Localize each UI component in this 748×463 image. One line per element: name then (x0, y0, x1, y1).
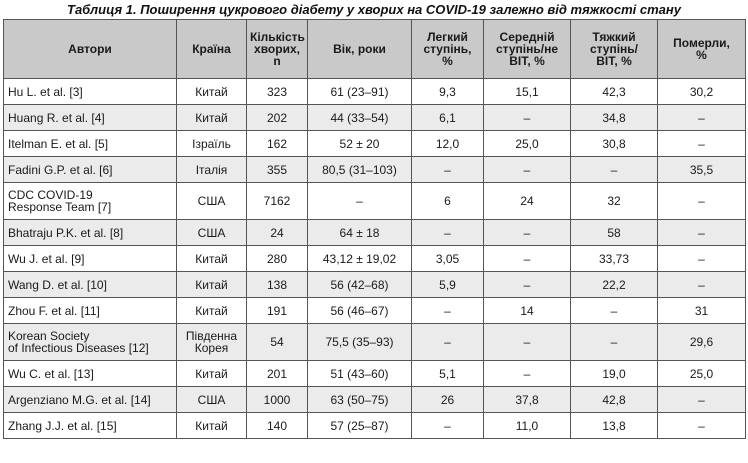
cell-mild: 5,1 (412, 361, 484, 387)
cell-died: – (658, 246, 746, 272)
cell-severe: 30,8 (571, 131, 658, 157)
cell-age: 51 (43–60) (308, 361, 412, 387)
cell-patients: 1000 (247, 387, 308, 413)
cell-author: Korean Society of Infectious Diseases [12] (4, 324, 177, 361)
cell-age: 63 (50–75) (308, 387, 412, 413)
cell-author: Huang R. et al. [4] (4, 105, 177, 131)
cell-died: – (658, 131, 746, 157)
cell-age: 44 (33–54) (308, 105, 412, 131)
cell-severe: 19,0 (571, 361, 658, 387)
cell-moderate: – (484, 105, 571, 131)
cell-country: Китай (177, 361, 247, 387)
header-patients: Кількість хворих, n (247, 20, 308, 79)
cell-country: Італія (177, 157, 247, 183)
cell-moderate: 37,8 (484, 387, 571, 413)
cell-severe: 13,8 (571, 413, 658, 439)
table-row (4, 131, 746, 157)
cell-patients: 191 (247, 298, 308, 324)
cell-mild: – (412, 298, 484, 324)
table-row (4, 105, 746, 131)
table-row (4, 413, 746, 439)
table-caption: Таблиця 1. Поширення цукрового діабету у хворих на COVID-19 залежно від тяжкості стану (67, 2, 681, 17)
cell-mild: – (412, 220, 484, 246)
cell-age: 56 (46–67) (308, 298, 412, 324)
table-row (4, 183, 746, 220)
cell-moderate: 11,0 (484, 413, 571, 439)
cell-country: Китай (177, 246, 247, 272)
cell-moderate: 14 (484, 298, 571, 324)
cell-patients: 138 (247, 272, 308, 298)
table-row (4, 79, 746, 105)
cell-severe: – (571, 157, 658, 183)
cell-patients: 7162 (247, 183, 308, 220)
cell-country: Ізраїль (177, 131, 247, 157)
table-row (4, 272, 746, 298)
cell-moderate: 15,1 (484, 79, 571, 105)
cell-died: 29,6 (658, 324, 746, 361)
cell-age: 43,12 ± 19,02 (308, 246, 412, 272)
table-row (4, 220, 746, 246)
cell-died: – (658, 413, 746, 439)
table-row (4, 387, 746, 413)
diabetes-prevalence-table (3, 19, 746, 439)
cell-severe: 32 (571, 183, 658, 220)
cell-author: Argenziano M.G. et al. [14] (4, 387, 177, 413)
cell-severe: 42,8 (571, 387, 658, 413)
cell-mild: 3,05 (412, 246, 484, 272)
cell-author: Wu J. et al. [9] (4, 246, 177, 272)
cell-mild: 6 (412, 183, 484, 220)
cell-died: 35,5 (658, 157, 746, 183)
cell-patients: 323 (247, 79, 308, 105)
cell-severe: – (571, 324, 658, 361)
cell-patients: 54 (247, 324, 308, 361)
cell-author: Hu L. et al. [3] (4, 79, 177, 105)
table-row (4, 246, 746, 272)
cell-age: 64 ± 18 (308, 220, 412, 246)
cell-country: Китай (177, 298, 247, 324)
header-row (4, 20, 746, 79)
header-age: Вік, роки (308, 20, 412, 79)
cell-country: Китай (177, 105, 247, 131)
cell-patients: 140 (247, 413, 308, 439)
table-row (4, 324, 746, 361)
cell-mild: 9,3 (412, 79, 484, 105)
cell-author: Zhou F. et al. [11] (4, 298, 177, 324)
cell-mild: 5,9 (412, 272, 484, 298)
cell-patients: 280 (247, 246, 308, 272)
header-moderate: Середній ступінь/не ВІТ, % (484, 20, 571, 79)
cell-died: – (658, 105, 746, 131)
cell-severe: 33,73 (571, 246, 658, 272)
cell-author: Wang D. et al. [10] (4, 272, 177, 298)
cell-country: США (177, 387, 247, 413)
cell-mild: – (412, 413, 484, 439)
cell-died: 31 (658, 298, 746, 324)
header-severe: Тяжкий ступінь/ ВІТ, % (571, 20, 658, 79)
cell-severe: 22,2 (571, 272, 658, 298)
table-row (4, 361, 746, 387)
cell-mild: 6,1 (412, 105, 484, 131)
cell-died: – (658, 220, 746, 246)
cell-age: 57 (25–87) (308, 413, 412, 439)
cell-died: – (658, 183, 746, 220)
header-authors: Автори (4, 20, 177, 79)
cell-moderate: 24 (484, 183, 571, 220)
cell-country: Китай (177, 272, 247, 298)
table-row (4, 157, 746, 183)
header-died: Померли, % (658, 20, 746, 79)
cell-country: США (177, 183, 247, 220)
cell-country: Південна Корея (177, 324, 247, 361)
cell-died: 30,2 (658, 79, 746, 105)
cell-author: Bhatraju P.K. et al. [8] (4, 220, 177, 246)
cell-patients: 24 (247, 220, 308, 246)
cell-age: 52 ± 20 (308, 131, 412, 157)
cell-author: Wu C. et al. [13] (4, 361, 177, 387)
cell-moderate: 25,0 (484, 131, 571, 157)
cell-moderate: – (484, 361, 571, 387)
cell-age: 80,5 (31–103) (308, 157, 412, 183)
cell-age: 56 (42–68) (308, 272, 412, 298)
cell-severe: 34,8 (571, 105, 658, 131)
cell-died: – (658, 272, 746, 298)
cell-patients: 355 (247, 157, 308, 183)
cell-moderate: – (484, 246, 571, 272)
cell-mild: – (412, 157, 484, 183)
cell-mild: 12,0 (412, 131, 484, 157)
cell-age: 75,5 (35–93) (308, 324, 412, 361)
cell-country: Китай (177, 79, 247, 105)
cell-author: CDC COVID-19 Response Team [7] (4, 183, 177, 220)
cell-died: 25,0 (658, 361, 746, 387)
cell-author: Fadini G.P. et al. [6] (4, 157, 177, 183)
header-mild: Легкий ступінь, % (412, 20, 484, 79)
cell-moderate: – (484, 272, 571, 298)
header-country: Країна (177, 20, 247, 79)
cell-moderate: – (484, 324, 571, 361)
cell-patients: 202 (247, 105, 308, 131)
cell-severe: – (571, 298, 658, 324)
cell-author: Zhang J.J. et al. [15] (4, 413, 177, 439)
cell-mild: – (412, 324, 484, 361)
cell-moderate: – (484, 220, 571, 246)
cell-severe: 42,3 (571, 79, 658, 105)
cell-age: 61 (23–91) (308, 79, 412, 105)
cell-age: – (308, 183, 412, 220)
cell-country: США (177, 220, 247, 246)
cell-mild: 26 (412, 387, 484, 413)
cell-author: Itelman E. et al. [5] (4, 131, 177, 157)
cell-patients: 162 (247, 131, 308, 157)
cell-died: – (658, 387, 746, 413)
cell-country: Китай (177, 413, 247, 439)
cell-patients: 201 (247, 361, 308, 387)
cell-severe: 58 (571, 220, 658, 246)
cell-moderate: – (484, 157, 571, 183)
table-row (4, 298, 746, 324)
